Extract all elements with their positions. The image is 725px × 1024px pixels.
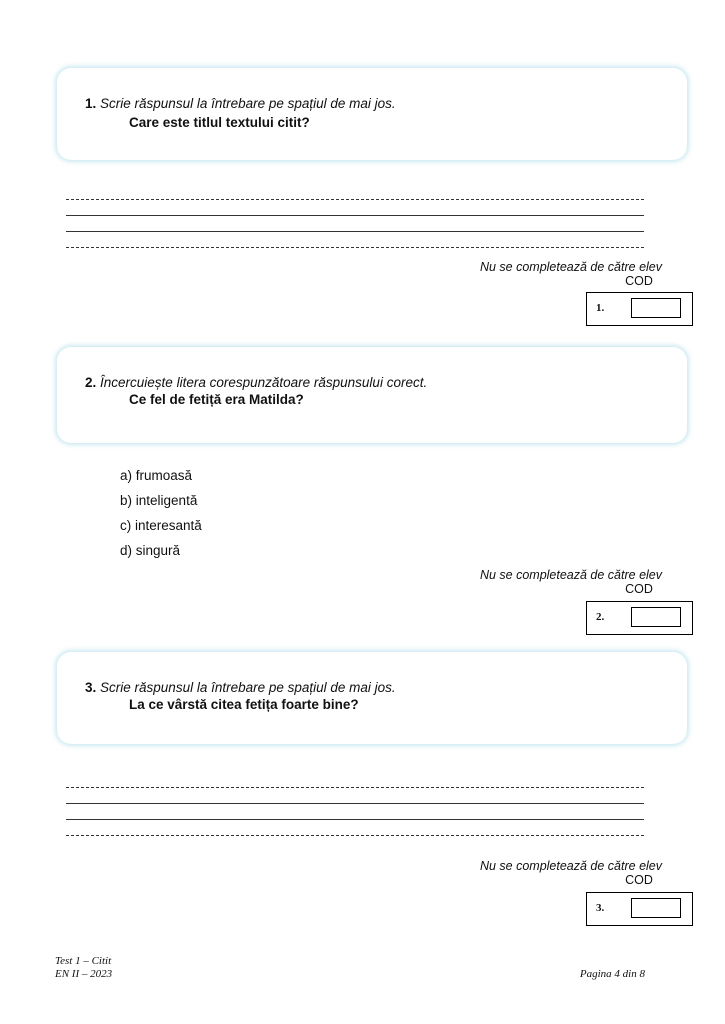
- option-letter: b): [120, 493, 133, 508]
- question-2-text: Ce fel de fetiță era Matilda?: [129, 392, 304, 407]
- grading-note-1: Nu se completează de către elev: [479, 260, 662, 274]
- answer-line: [66, 199, 644, 200]
- footer-test-info: [55, 955, 112, 981]
- option-a[interactable]: [120, 468, 192, 483]
- question-number: 3.: [85, 680, 97, 695]
- answer-line: [66, 835, 644, 836]
- answer-line: [66, 819, 644, 820]
- option-b[interactable]: [120, 493, 197, 508]
- cod-label-2: COD: [625, 582, 653, 596]
- question-instruction: Încercuiește litera corespunzătoare răspunsului corect.: [100, 375, 428, 390]
- cod-input-box[interactable]: [631, 607, 681, 627]
- cod-number: 3.: [596, 902, 605, 914]
- option-text: interesantă: [135, 518, 202, 533]
- question-3-box: [57, 652, 687, 744]
- cod-number: 1.: [596, 302, 605, 314]
- question-2-instruction-line: [85, 375, 427, 390]
- footer-test-line-2: EN II – 2023: [55, 968, 113, 980]
- question-2-box: [57, 347, 687, 443]
- question-instruction: Scrie răspunsul la întrebare pe spațiul de mai jos.: [100, 96, 396, 111]
- option-c[interactable]: [120, 518, 202, 533]
- cod-input-box[interactable]: [631, 898, 681, 918]
- grading-note-2: Nu se completează de către elev: [479, 568, 662, 582]
- question-1-text: Care este titlul textului citit?: [129, 115, 310, 130]
- answer-lines-3[interactable]: [66, 787, 644, 837]
- cod-box-3: [586, 892, 693, 926]
- question-1-box: [57, 68, 687, 160]
- option-letter: c): [120, 518, 132, 533]
- cod-label-1: COD: [625, 274, 653, 288]
- option-text: singură: [135, 543, 181, 558]
- question-1-instruction-line: [85, 96, 396, 111]
- option-text: frumoasă: [135, 468, 193, 483]
- question-number: 1.: [85, 96, 97, 111]
- answer-line: [66, 247, 644, 248]
- footer-test-line-1: Test 1 – Citit: [55, 955, 112, 967]
- cod-box-2: [586, 601, 693, 635]
- answer-line: [66, 215, 644, 216]
- question-instruction: Scrie răspunsul la întrebare pe spațiul de mai jos.: [100, 680, 396, 695]
- page-number: Pagina 4 din 8: [579, 968, 645, 980]
- grading-note-3: Nu se completează de către elev: [479, 859, 662, 873]
- question-number: 2.: [85, 375, 97, 390]
- cod-input-box[interactable]: [631, 298, 681, 318]
- cod-label-3: COD: [625, 873, 653, 887]
- option-text: inteligentă: [135, 493, 198, 508]
- answer-line: [66, 803, 644, 804]
- answer-line: [66, 787, 644, 788]
- question-3-text: La ce vârstă citea fetița foarte bine?: [129, 697, 359, 712]
- cod-box-1: [586, 292, 693, 326]
- question-3-instruction-line: [85, 680, 396, 695]
- answer-line: [66, 231, 644, 232]
- option-d[interactable]: [120, 543, 180, 558]
- cod-number: 2.: [596, 611, 605, 623]
- option-letter: a): [120, 468, 133, 483]
- option-letter: d): [120, 543, 133, 558]
- answer-lines-1[interactable]: [66, 199, 644, 249]
